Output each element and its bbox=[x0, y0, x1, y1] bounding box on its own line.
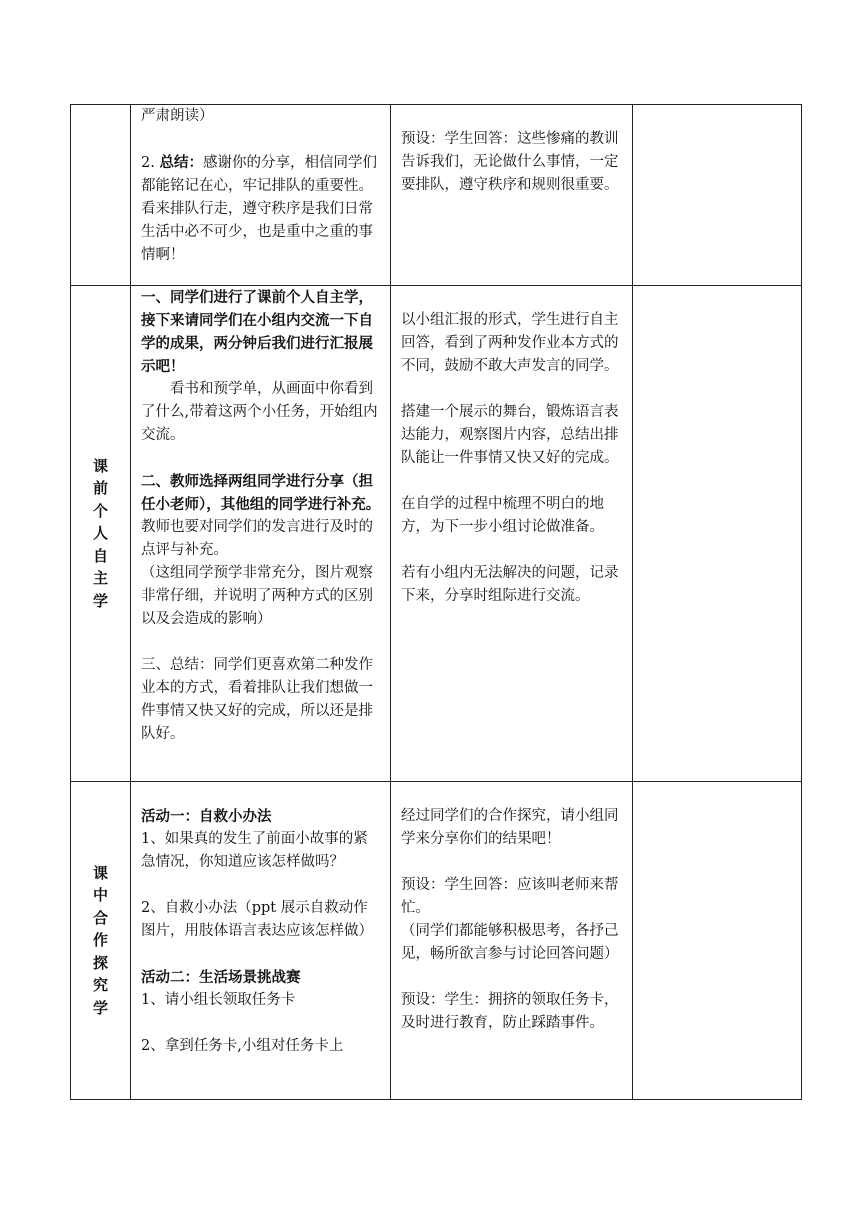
student-activity-cell bbox=[391, 286, 633, 782]
note-cell bbox=[633, 286, 802, 782]
text-paragraph: 1、请小组长领取任务卡 bbox=[141, 992, 296, 1008]
text-paragraph: 以小组汇报的形式，学生进行自主回答，看到了两种发作业本方式的不同，鼓励不敢大声发言的同学。 bbox=[401, 312, 619, 374]
activity-title: 活动二：生活场景挑战赛 bbox=[141, 969, 301, 986]
text-paragraph: （同学们都能够积极思考，各抒己见，畅所欲言参与讨论回答问题） bbox=[401, 923, 619, 962]
text-paragraph: 若有小组内无法解决的问题，记录下来，分享时组际进行交流。 bbox=[401, 565, 619, 604]
student-activity-cell bbox=[391, 782, 633, 1100]
text-paragraph: 三、总结：同学们更喜欢第二种发作业本的方式，看着排队让我们想做一件事情又快又好的完成，所以还是排队好。 bbox=[141, 657, 373, 742]
text-paragraph: 经过同学们的合作探究，请小组同学来分享你们的结果吧！ bbox=[401, 808, 619, 847]
student-activity-cell bbox=[391, 105, 633, 286]
text-paragraph: 预设：学生回答：这些惨痛的教训告诉我们，无论做什么事情，一定要排队，遵守秩序和规则很重要。 bbox=[401, 131, 619, 193]
text-paragraph: （这组同学预学非常充分，图片观察非常仔细，并说明了两种方式的区别以及会造成的影响） bbox=[141, 565, 373, 627]
text-paragraph: 在自学的过程中梳理不明白的地方，为下一步小组讨论做准备。 bbox=[401, 496, 604, 535]
note-cell bbox=[633, 782, 802, 1100]
lesson-plan-table bbox=[70, 104, 802, 1100]
text-paragraph: 预设：学生回答：应该叫老师来帮忙。 bbox=[401, 877, 619, 916]
teacher-activity-cell bbox=[131, 286, 391, 782]
summary-paragraph: 2. 总结：感谢你的分享，相信同学们都能铭记在心，牢记排队的重要性。看来排队行走，遵守秩序是我们日常生活中必不可少，也是重中之重的事情啊！ bbox=[141, 154, 377, 263]
activity-title: 活动一：自救小办法 bbox=[141, 808, 272, 825]
text-paragraph: 预设：学生：拥挤的领取任务卡，及时进行教育，防止踩踏事件。 bbox=[401, 992, 619, 1031]
stage-label: 课前个人自主学 bbox=[92, 456, 108, 610]
stage-cell bbox=[71, 782, 131, 1100]
table-row bbox=[71, 286, 802, 782]
teacher-activity-cell bbox=[131, 782, 391, 1100]
text-paragraph: 二、教师选择两组同学进行分享（担任小老师），其他组的同学进行补充。 bbox=[141, 473, 381, 513]
text-paragraph: 1、如果真的发生了前面小故事的紧急情况，你知道应该怎样做吗？ bbox=[141, 831, 368, 870]
note-cell bbox=[633, 105, 802, 286]
table-row bbox=[71, 105, 802, 286]
stage-cell bbox=[71, 105, 131, 286]
teacher-activity-cell bbox=[131, 105, 391, 286]
text-paragraph: 2、自救小办法（ppt 展示自救动作图片，用肢体语言表达应该怎样做） bbox=[141, 900, 373, 939]
stage-cell bbox=[71, 286, 131, 782]
text-paragraph: 看书和预学单，从画面中你看到了什么,带着这两个小任务，开始组内交流。 bbox=[141, 381, 378, 443]
text-paragraph: 搭建一个展示的舞台，锻炼语言表达能力，观察图片内容，总结出排队能让一件事情又快又好的完成。 bbox=[401, 404, 619, 466]
text-paragraph: 一、同学们进行了课前个人自主学，接下来请同学们在小组内交流一下自学的成果，两分钟后我们进行汇报展示吧！ bbox=[141, 289, 373, 375]
stage-label: 课中合作探究学 bbox=[92, 863, 108, 1017]
text-paragraph: 2、拿到任务卡,小组对任务卡上 bbox=[141, 1038, 344, 1054]
text-paragraph: 教师也要对同学们的发言进行及时的点评与补充。 bbox=[141, 519, 373, 558]
table-row bbox=[71, 782, 802, 1100]
text-line: 严肃朗读） bbox=[141, 108, 214, 124]
